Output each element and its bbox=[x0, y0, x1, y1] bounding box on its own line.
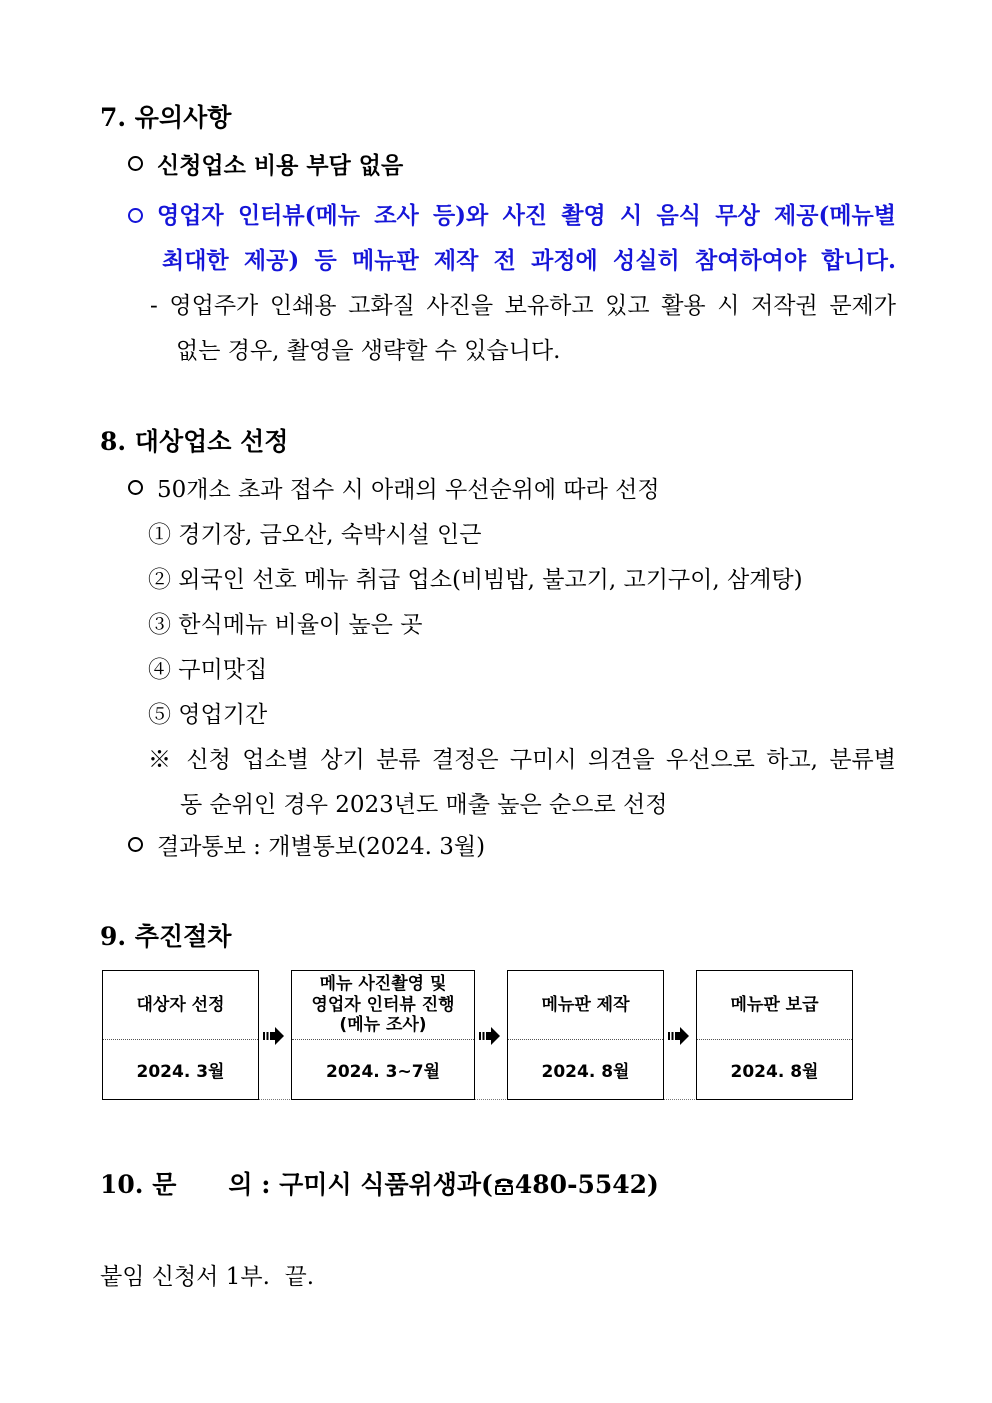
priority-item-3: ③ 한식메뉴 비율이 높은 곳 bbox=[148, 612, 423, 638]
section-10-heading: 10. 문 의 : 구미시 식품위생과( 480-5542) bbox=[100, 1170, 659, 1199]
step-date: 2024. 8월 bbox=[541, 1062, 630, 1082]
circle-bullet-icon bbox=[128, 208, 143, 223]
flow-connector-line bbox=[258, 1099, 292, 1100]
process-step-1 bbox=[102, 970, 259, 1100]
right-arrow-icon bbox=[479, 1026, 501, 1046]
section-7-note-line-2: 없는 경우, 촬영을 생략할 수 있습니다. bbox=[176, 338, 561, 364]
flow-connector-line bbox=[663, 1099, 697, 1100]
step-title: 메뉴 사진촬영 및 영업자 인터뷰 진행 (메뉴 조사) bbox=[311, 974, 455, 1036]
section-7-bullet-2-line-2: 최대한 제공) 등 메뉴판 제작 전 과정에 성실히 참여하여야 합니다. bbox=[162, 247, 896, 274]
remark-line-1: ※ 신청 업소별 상기 분류 결정은 구미시 의견을 우선으로 하고, 분류별 bbox=[148, 747, 896, 773]
phone-icon bbox=[493, 1177, 515, 1195]
attachment-line: 붙임 신청서 1부. 끝. bbox=[100, 1264, 315, 1290]
section-8-heading: 8. 대상업소 선정 bbox=[100, 427, 289, 456]
process-step-4 bbox=[696, 970, 853, 1100]
section-8-bullet-1: 50개소 초과 접수 시 아래의 우선순위에 따라 선정 bbox=[128, 471, 660, 504]
section-7-note-line-1: - 영업주가 인쇄용 고화질 사진을 보유하고 있고 활용 시 저작권 문제가 bbox=[150, 293, 896, 319]
step-date: 2024. 3~7월 bbox=[325, 1062, 440, 1082]
right-arrow-icon bbox=[263, 1026, 285, 1046]
right-arrow-icon bbox=[668, 1026, 690, 1046]
process-step-3 bbox=[507, 970, 664, 1100]
step-title: 메뉴판 보급 bbox=[730, 994, 819, 1015]
section-8-bullet-2: 결과통보 : 개별통보(2024. 3월) bbox=[128, 828, 485, 861]
flow-connector-line bbox=[474, 1099, 508, 1100]
priority-item-1: ① 경기장, 금오산, 숙박시설 인근 bbox=[148, 522, 482, 548]
step-title: 대상자 선정 bbox=[136, 994, 225, 1015]
section-9-heading: 9. 추진절차 bbox=[100, 922, 232, 951]
circle-bullet-icon bbox=[128, 156, 143, 171]
priority-item-4: ④ 구미맛집 bbox=[148, 657, 268, 683]
circle-bullet-icon bbox=[128, 480, 143, 495]
priority-item-5: ⑤ 영업기간 bbox=[148, 702, 268, 728]
remark-line-2: 동 순위인 경우 2023년도 매출 높은 순으로 선정 bbox=[180, 792, 668, 818]
section-7-bullet-1: 신청업소 비용 부담 없음 bbox=[128, 147, 403, 180]
step-date: 2024. 3월 bbox=[136, 1062, 225, 1082]
section-7-bullet-2: 영업자 인터뷰(메뉴 조사 등)와 사진 촬영 시 음식 무상 제공(메뉴별 bbox=[128, 197, 896, 230]
priority-item-2: ② 외국인 선호 메뉴 취급 업소(비빔밥, 불고기, 고기구이, 삼계탕) bbox=[148, 567, 803, 593]
circle-bullet-icon bbox=[128, 837, 143, 852]
step-title: 메뉴판 제작 bbox=[541, 994, 630, 1015]
section-7-heading: 7. 유의사항 bbox=[100, 103, 232, 132]
process-step-2 bbox=[291, 970, 475, 1100]
step-date: 2024. 8월 bbox=[730, 1062, 819, 1082]
